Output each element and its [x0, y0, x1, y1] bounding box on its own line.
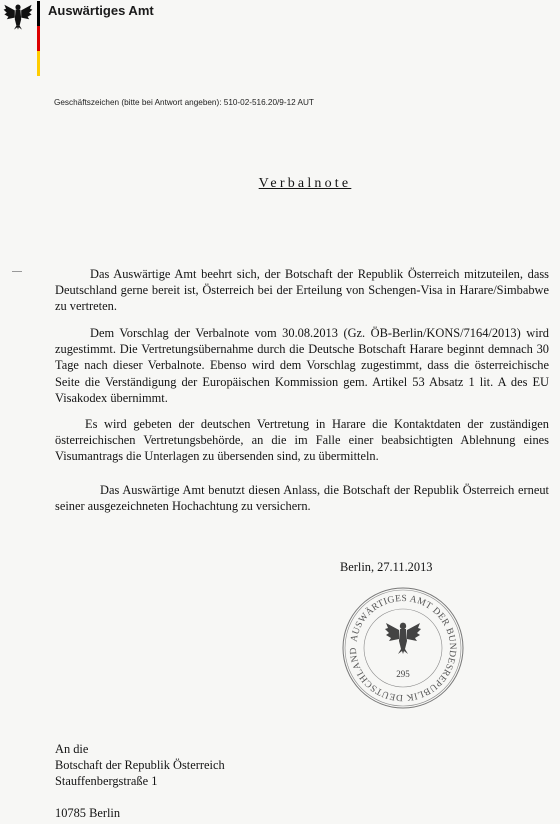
seal-number: 295 — [396, 669, 410, 679]
paragraph-4: Das Auswärtige Amt benutzt diesen Anlass, die Botschaft der Republik Österreich erneut seiner ausgezeichneten Hochachtung zu versichern. — [55, 483, 549, 514]
flag-stripe-red — [37, 26, 40, 51]
seal-eagle-icon — [385, 623, 421, 654]
paragraph-3: Es wird gebeten der deutschen Vertretung in Harare die Kontaktdaten der zuständigen österreichischen Vertretungsbehörde, an die im Falle einer beabsichtigten Ablehnung eines Visumantrags die Unterlagen zu übersenden sind, zu übermitteln. — [55, 417, 549, 464]
german-flag-bar — [37, 1, 40, 76]
official-seal — [340, 585, 466, 711]
paragraph-2: Dem Vorschlag der Verbalnote vom 30.08.2013 (Gz. ÖB-Berlin/KONS/7164/2013) wird zugestimmt. Die Vertretungsübernahme durch die Deutsche Botschaft Harare beginnt demnach 30 Tage nach dieser Verbalnote. Ebenso wird dem Vorschlag zugestimmt, dass die österreichische Seite die Verständigung der Europäischen Kommission gem. Artikel 53 Absatz 1 lit. A des EU Visakodex übernimmt. — [55, 326, 549, 405]
flag-stripe-black — [37, 1, 40, 26]
address-line-1: An die — [55, 742, 89, 756]
reference-number: Geschäftszeichen (bitte bei Antwort angeben): 510-02-516.20/9-12 AUT — [54, 98, 314, 107]
paragraph-1: Das Auswärtige Amt beehrt sich, der Botschaft der Republik Österreich mitzuteilen, dass Deutschland gerne bereit ist, Österreich bei der Erteilung von Schengen-Visa in Harare/Simbabwe zu vertreten. — [55, 267, 549, 314]
address-line-3: Stauffenbergstraße 1 — [55, 774, 158, 788]
flag-stripe-gold — [37, 51, 40, 76]
document-title: Verbalnote — [258, 176, 352, 191]
date-line: Berlin, 27.11.2013 — [340, 560, 433, 574]
address-line-4: 10785 Berlin — [55, 806, 121, 820]
seal-text: AUSWÄRTIGES AMT DER BUNDESREPUBLIK DEUTSCHLAND — [348, 593, 458, 703]
address-line-2: Botschaft der Republik Österreich — [55, 758, 225, 772]
margin-mark — [12, 271, 22, 272]
federal-eagle-icon — [2, 1, 34, 31]
office-name: Auswärtiges Amt — [48, 3, 154, 18]
